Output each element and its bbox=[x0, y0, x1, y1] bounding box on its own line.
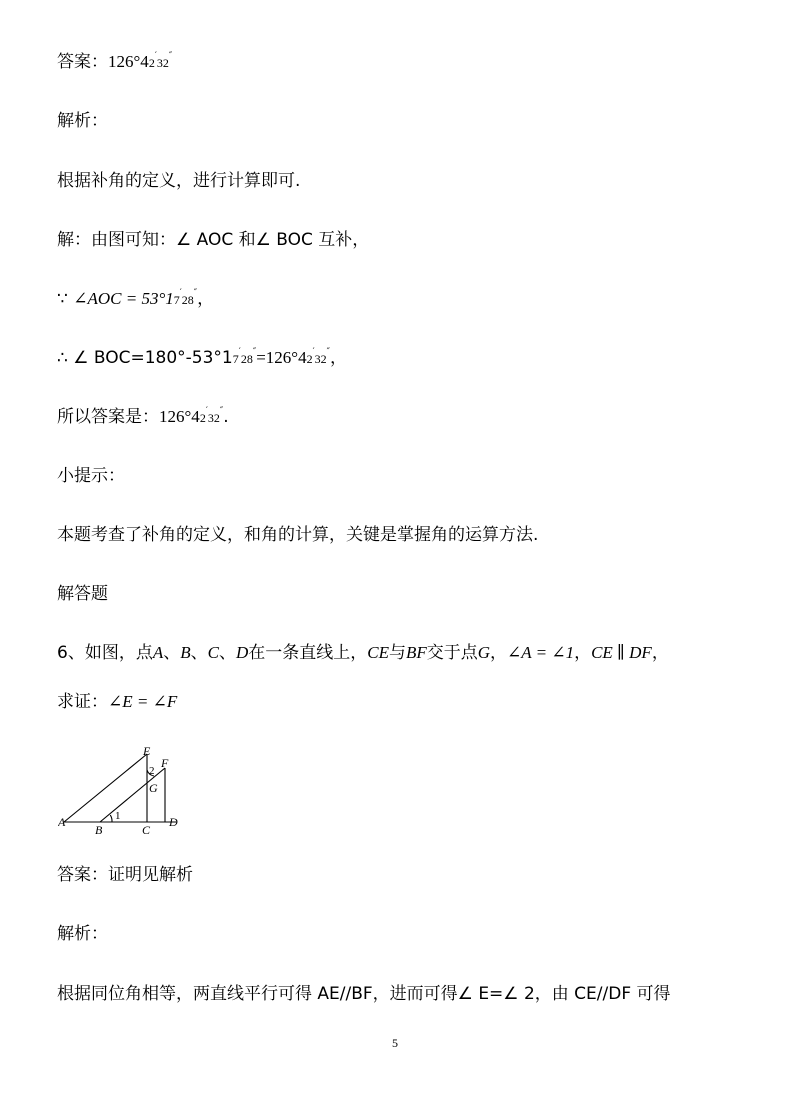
separator: 、 bbox=[218, 643, 236, 663]
prove-label: 求证： bbox=[57, 692, 108, 712]
therefore-head: ∴ ∠ BOC=180°-53°1 bbox=[57, 348, 233, 368]
label-e: E bbox=[143, 744, 151, 758]
q5-tip-label: 小提示： bbox=[57, 466, 125, 486]
q6-text-3: 交于点 bbox=[426, 643, 478, 663]
therefore-second-1: 28 bbox=[240, 352, 253, 366]
conclusion-tail: . bbox=[223, 407, 229, 427]
point-a: A bbox=[152, 643, 164, 662]
q5-method: 根据补角的定义，进行计算即可. bbox=[57, 171, 301, 191]
conclusion-second: 32 bbox=[207, 411, 220, 425]
second-mark: ″ bbox=[252, 347, 257, 357]
q5-analysis-label: 解析： bbox=[57, 111, 108, 131]
q6-answer: 答案：证明见解析 bbox=[57, 865, 193, 885]
therefore-minute-2: 2 bbox=[306, 352, 313, 366]
minute-mark: ′ bbox=[179, 288, 182, 298]
minute-mark: ′ bbox=[238, 347, 241, 357]
q5-conclusion bbox=[57, 406, 229, 429]
q6-text-1: 在一条直线上， bbox=[248, 643, 368, 663]
line-bf bbox=[100, 768, 165, 822]
q5-therefore-line bbox=[57, 347, 347, 370]
because-expression: ∠AOC = 53°1 bbox=[73, 289, 174, 308]
label-angle-one: 1 bbox=[115, 810, 121, 822]
answer-label: 答案： bbox=[57, 52, 108, 72]
therefore-tail: ， bbox=[330, 348, 347, 368]
therefore-second-2: 32 bbox=[314, 352, 327, 366]
point-g: G bbox=[477, 643, 491, 662]
q6-analysis: 根据同位角相等，两直线平行可得 AE//BF，进而可得∠ E=∠ 2，由 CE//DF 可得 bbox=[57, 984, 671, 1004]
point-d: D bbox=[235, 643, 249, 662]
answer-minute: 2 bbox=[148, 56, 155, 70]
because-second: 28 bbox=[181, 293, 194, 307]
q6-statement bbox=[57, 642, 669, 664]
prove-statement: ∠E = ∠F bbox=[108, 692, 178, 711]
q6-analysis-label: 解析： bbox=[57, 924, 108, 944]
q6-text-2: 与 bbox=[388, 643, 406, 663]
because-tail: ， bbox=[197, 289, 215, 309]
label-angle-two: 2 bbox=[149, 765, 155, 777]
conclusion-minute: 2 bbox=[199, 411, 206, 425]
q5-tip: 本题考查了补角的定义，和角的计算，关键是掌握角的运算方法. bbox=[57, 525, 539, 545]
segment-ce: CE bbox=[367, 643, 389, 662]
second-mark: ″ bbox=[193, 288, 198, 298]
conclusion-head: 所以答案是： bbox=[57, 407, 159, 427]
q6-number: 6、如图，点 bbox=[57, 643, 153, 663]
q6-text-6: ， bbox=[651, 643, 669, 663]
conclusion-degree: 126°4 bbox=[159, 407, 200, 426]
because-symbol: ∵ bbox=[57, 289, 68, 309]
line-ae bbox=[64, 754, 147, 822]
q6-prove bbox=[57, 691, 177, 713]
label-g: G bbox=[149, 781, 158, 795]
condition-angle: ∠A = ∠1 bbox=[507, 643, 575, 662]
q5-answer bbox=[57, 51, 172, 74]
label-a: A bbox=[58, 815, 66, 829]
section-title: 解答题 bbox=[57, 584, 108, 604]
answer-degree: 126°4 bbox=[108, 52, 149, 71]
q6-text-4: ， bbox=[490, 643, 508, 663]
geometry-figure bbox=[58, 744, 188, 836]
label-b: B bbox=[95, 823, 103, 836]
therefore-result: =126°4 bbox=[256, 348, 307, 367]
condition-parallel: CE ∥ DF bbox=[591, 643, 652, 662]
minute-mark: ′ bbox=[205, 406, 208, 416]
minute-mark: ′ bbox=[154, 51, 157, 61]
minute-mark: ′ bbox=[312, 347, 315, 357]
page-number: 5 bbox=[392, 1036, 398, 1050]
separator: 、 bbox=[190, 643, 208, 663]
separator: 、 bbox=[163, 643, 181, 663]
label-d: D bbox=[169, 815, 178, 829]
answer-second: 32 bbox=[156, 56, 169, 70]
label-c: C bbox=[142, 823, 151, 836]
second-mark: ″ bbox=[326, 347, 330, 357]
therefore-minute-1: 7 bbox=[232, 352, 239, 366]
segment-bf: BF bbox=[405, 643, 427, 662]
because-minute: 7 bbox=[173, 293, 180, 307]
q6-text-5: ， bbox=[574, 643, 592, 663]
angle-one-arc bbox=[110, 815, 112, 822]
label-f: F bbox=[161, 756, 169, 770]
point-c: C bbox=[207, 643, 219, 662]
second-mark: ″ bbox=[219, 406, 224, 416]
q5-because-line bbox=[57, 288, 214, 311]
second-mark: ″ bbox=[168, 51, 173, 61]
q5-solution-intro: 解：由图可知：∠ AOC 和∠ BOC 互补， bbox=[57, 230, 370, 250]
point-b: B bbox=[180, 643, 191, 662]
